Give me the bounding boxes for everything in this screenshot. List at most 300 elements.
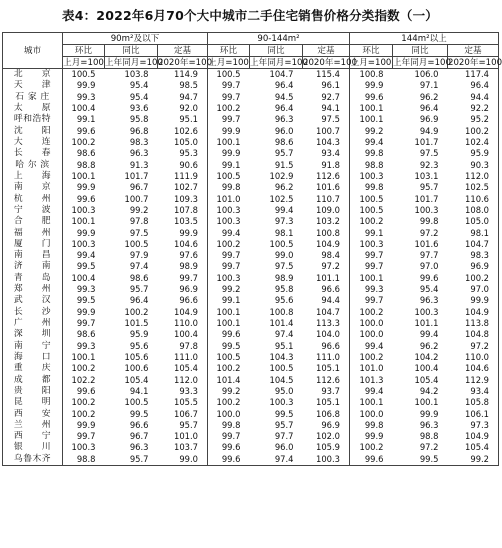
base-header: 定基	[158, 45, 208, 57]
index-value: 99.4	[350, 386, 393, 397]
yoy-header: 同比	[105, 45, 158, 57]
index-value: 100.1	[63, 216, 105, 227]
index-value: 105.4	[414, 374, 439, 385]
city-name: 太 原	[3, 103, 63, 114]
index-value: 92.7	[321, 91, 340, 102]
index-value: 96.4	[274, 103, 294, 114]
index-value: 95.7	[419, 182, 439, 193]
table-row	[3, 193, 499, 204]
index-value: 96.3	[274, 114, 294, 125]
index-value: 100.2	[63, 363, 105, 374]
index-value: 97.9	[129, 250, 149, 261]
index-value: 97.4	[129, 261, 149, 272]
index-value: 99.9	[350, 431, 393, 442]
index-value: 93.4	[470, 385, 490, 396]
index-value: 99.3	[63, 92, 105, 103]
index-value: 94.1	[321, 103, 340, 114]
index-value: 99.7	[179, 272, 198, 283]
table-row	[3, 261, 499, 272]
index-value: 100.8	[269, 306, 294, 317]
index-value: 90.3	[470, 159, 490, 170]
index-value: 99.4	[350, 137, 393, 148]
index-value: 98.8	[63, 454, 105, 466]
index-value: 104.3	[269, 351, 294, 362]
index-value: 106.1	[465, 408, 490, 419]
table-row	[3, 114, 499, 125]
index-value: 104.5	[269, 374, 294, 385]
index-value: 101.7	[414, 193, 439, 204]
table-row	[3, 318, 499, 329]
index-value: 99.7	[208, 114, 250, 125]
table-row	[3, 171, 499, 182]
table-row	[3, 273, 499, 284]
index-value: 102.4	[465, 137, 490, 148]
index-value: 110.6	[465, 193, 490, 204]
city-name: 西 宁	[3, 431, 63, 442]
city-name: 海 口	[3, 352, 63, 363]
index-value: 98.3	[470, 250, 490, 261]
index-value: 99.6	[208, 454, 250, 466]
index-value: 100.5	[208, 352, 250, 363]
index-value: 105.9	[316, 442, 340, 453]
city-name: 合 肥	[3, 216, 63, 227]
index-value: 100.1	[350, 103, 393, 114]
index-value: 99.4	[63, 250, 105, 261]
index-value: 97.5	[274, 261, 294, 272]
city-name: 南 京	[3, 182, 63, 193]
index-value: 94.7	[179, 91, 198, 102]
index-value: 99.0	[274, 250, 294, 261]
index-value: 96.6	[129, 419, 149, 430]
index-value: 100.2	[350, 216, 393, 227]
index-value: 96.1	[321, 80, 340, 91]
group-header-medium: 90-144m²	[208, 33, 350, 45]
index-value: 99.8	[419, 216, 439, 227]
index-value: 95.8	[274, 284, 294, 295]
index-value: 100.5	[124, 238, 149, 249]
index-value: 100.3	[63, 442, 105, 453]
group-header-large: 144m²以上	[350, 33, 499, 45]
index-value: 101.5	[124, 318, 149, 329]
index-value: 100.4	[63, 103, 105, 114]
index-value: 99.4	[419, 329, 439, 340]
index-value: 95.7	[274, 419, 294, 430]
index-value: 96.6	[321, 340, 340, 351]
index-value: 93.4	[321, 148, 340, 159]
index-value: 99.7	[208, 431, 250, 442]
index-value: 104.8	[465, 329, 490, 340]
city-name: 广 州	[3, 318, 63, 329]
index-value: 117.4	[465, 69, 490, 80]
index-value: 104.9	[316, 238, 340, 249]
index-value: 94.1	[129, 385, 149, 396]
index-value: 100.2	[208, 363, 250, 374]
price-index-table	[2, 32, 502, 466]
index-value: 112.6	[316, 170, 340, 181]
city-name: 沈 阳	[3, 126, 63, 137]
table-row	[3, 431, 499, 442]
index-value: 97.5	[321, 114, 340, 125]
index-value: 112.0	[465, 170, 490, 181]
base-label: 2020年=100	[448, 57, 502, 68]
index-value: 100.3	[414, 306, 439, 317]
index-value: 115.4	[316, 69, 340, 80]
index-value: 99.6	[208, 442, 250, 453]
index-value: 105.8	[465, 397, 490, 408]
index-value: 100.2	[465, 272, 490, 283]
base-label: 上月=100	[208, 57, 249, 68]
index-value: 96.0	[274, 442, 294, 453]
index-value: 99.2	[208, 284, 250, 295]
table-title: 表4：2022年6月70个大中城市二手住宅销售价格分类指数（一）	[62, 8, 438, 23]
city-name: 乌鲁木齐	[3, 454, 63, 466]
index-value: 95.7	[274, 148, 294, 159]
base-header: 定基	[303, 45, 350, 57]
index-value: 99.1	[350, 227, 393, 238]
index-value: 100.5	[208, 171, 250, 182]
index-value: 92.0	[179, 103, 198, 114]
index-value: 95.2	[470, 114, 490, 125]
mom-header: 环比	[350, 45, 393, 57]
index-value: 96.3	[419, 295, 439, 306]
index-value: 99.9	[208, 126, 250, 137]
city-name: 郑 州	[3, 284, 63, 295]
index-value: 101.0	[208, 193, 250, 204]
index-value: 100.7	[316, 125, 340, 136]
table-row	[3, 227, 499, 238]
index-value: 97.2	[470, 340, 490, 351]
index-value: 100.3	[63, 205, 105, 216]
table-body	[3, 69, 499, 466]
index-value: 108.0	[465, 204, 490, 215]
index-value: 99.7	[63, 431, 105, 442]
index-value: 98.1	[470, 227, 490, 238]
index-value: 100.3	[208, 205, 250, 216]
index-value: 102.5	[269, 193, 294, 204]
index-value: 96.3	[129, 442, 149, 453]
index-value: 95.3	[179, 148, 198, 159]
base-header: 定基	[448, 45, 499, 57]
table-row	[3, 126, 499, 137]
index-value: 97.5	[419, 148, 439, 159]
index-value: 101.7	[414, 137, 439, 148]
index-value: 96.3	[129, 148, 149, 159]
index-value: 99.3	[63, 284, 105, 295]
index-value: 102.9	[269, 170, 294, 181]
index-value: 97.2	[321, 261, 340, 272]
index-value: 99.7	[350, 295, 393, 306]
index-value: 100.0	[350, 329, 393, 340]
index-value: 95.7	[129, 284, 149, 295]
index-value: 96.2	[419, 91, 439, 102]
index-value: 96.4	[470, 80, 490, 91]
index-value: 100.2	[63, 408, 105, 419]
index-value: 100.1	[350, 114, 393, 125]
index-value: 96.8	[129, 125, 149, 136]
city-name: 兰 州	[3, 420, 63, 431]
index-value: 96.0	[274, 125, 294, 136]
table-row	[3, 363, 499, 374]
index-value: 98.9	[274, 272, 294, 283]
index-value: 99.9	[179, 227, 198, 238]
index-value: 100.3	[350, 171, 393, 182]
index-value: 92.2	[470, 103, 490, 114]
index-value: 99.5	[208, 341, 250, 352]
index-value: 100.0	[350, 408, 393, 419]
index-value: 100.3	[269, 397, 294, 408]
index-value: 100.1	[63, 352, 105, 363]
index-value: 105.4	[465, 442, 490, 453]
index-value: 96.9	[419, 114, 439, 125]
index-value: 109.3	[174, 193, 198, 204]
index-value: 103.7	[174, 442, 198, 453]
index-value: 91.3	[129, 159, 149, 170]
index-value: 100.2	[208, 397, 250, 408]
index-value: 99.9	[350, 80, 393, 91]
city-name: 长 沙	[3, 307, 63, 318]
index-value: 94.9	[419, 125, 439, 136]
index-value: 99.1	[208, 295, 250, 306]
index-value: 110.7	[316, 193, 340, 204]
city-name: 呼和浩特	[3, 114, 63, 125]
index-value: 96.6	[321, 284, 340, 295]
index-value: 99.6	[350, 92, 393, 103]
index-value: 112.6	[316, 374, 340, 385]
index-value: 99.2	[208, 386, 250, 397]
index-value: 100.8	[350, 69, 393, 81]
index-value: 99.8	[208, 420, 250, 431]
index-value: 105.6	[124, 351, 149, 362]
index-value: 97.7	[419, 250, 439, 261]
index-value: 100.5	[208, 69, 250, 81]
index-value: 96.9	[470, 261, 490, 272]
city-name: 宁 波	[3, 205, 63, 216]
table-row	[3, 205, 499, 216]
city-name: 贵 阳	[3, 386, 63, 397]
index-value: 99.4	[208, 227, 250, 238]
index-value: 100.0	[350, 318, 393, 329]
city-name: 银 川	[3, 442, 63, 453]
city-name: 杭 州	[3, 193, 63, 204]
city-name: 长 春	[3, 148, 63, 159]
index-value: 100.2	[208, 239, 250, 250]
table-row	[3, 239, 499, 250]
index-value: 99.2	[350, 126, 393, 137]
index-value: 91.5	[274, 159, 294, 170]
index-value: 106.7	[174, 408, 198, 419]
index-value: 95.9	[470, 148, 490, 159]
index-value: 103.5	[174, 216, 198, 227]
index-value: 97.3	[470, 419, 490, 430]
index-value: 97.0	[419, 261, 439, 272]
index-value: 96.4	[274, 80, 294, 91]
index-value: 95.6	[274, 295, 294, 306]
index-value: 93.6	[129, 103, 149, 114]
index-value: 100.5	[269, 363, 294, 374]
index-value: 95.0	[274, 385, 294, 396]
city-name: 昆 明	[3, 397, 63, 408]
index-value: 102.0	[316, 431, 340, 442]
index-value: 99.7	[208, 92, 250, 103]
index-value: 99.9	[63, 307, 105, 318]
index-value: 105.1	[316, 397, 340, 408]
city-name: 南 宁	[3, 341, 63, 352]
yoy-header: 同比	[250, 45, 303, 57]
index-value: 112.0	[174, 374, 198, 385]
city-name: 天 津	[3, 80, 63, 91]
index-value: 100.3	[350, 239, 393, 250]
city-column-header: 城市	[3, 33, 63, 69]
index-value: 97.2	[419, 442, 439, 453]
index-value: 104.2	[414, 351, 439, 362]
index-value: 101.1	[414, 318, 439, 329]
table-row	[3, 295, 499, 306]
index-value: 100.2	[63, 397, 105, 408]
index-value: 97.6	[179, 250, 198, 261]
city-name: 武 汉	[3, 295, 63, 306]
index-value: 100.1	[350, 397, 393, 408]
index-value: 99.6	[63, 126, 105, 137]
table-row	[3, 374, 499, 385]
index-value: 101.4	[208, 374, 250, 385]
index-value: 100.1	[208, 307, 250, 318]
index-value: 105.5	[174, 397, 198, 408]
city-name: 青 岛	[3, 273, 63, 284]
index-value: 102.6	[174, 125, 198, 136]
index-value: 98.4	[321, 250, 340, 261]
city-name: 哈 尔 滨	[3, 160, 63, 171]
index-value: 101.6	[316, 182, 340, 193]
index-value: 105.1	[316, 363, 340, 374]
city-name: 大 连	[3, 137, 63, 148]
index-value: 98.6	[129, 272, 149, 283]
index-value: 98.8	[419, 431, 439, 442]
table-row	[3, 216, 499, 227]
index-value: 100.3	[414, 204, 439, 215]
index-value: 106.0	[414, 69, 439, 80]
index-value: 100.0	[208, 408, 250, 419]
index-value: 100.2	[350, 307, 393, 318]
table-row	[3, 148, 499, 159]
index-value: 111.0	[174, 351, 198, 362]
city-name: 重 庆	[3, 363, 63, 374]
index-value: 100.2	[350, 442, 393, 453]
index-value: 96.4	[419, 103, 439, 114]
index-value: 99.3	[63, 341, 105, 352]
index-value: 93.7	[321, 385, 340, 396]
table-row	[3, 307, 499, 318]
index-value: 100.8	[316, 227, 340, 238]
index-value: 113.3	[316, 318, 340, 329]
index-value: 101.0	[350, 363, 393, 374]
base-label: 上年同月=100	[393, 57, 451, 68]
index-value: 98.6	[63, 329, 105, 340]
index-value: 99.9	[63, 420, 105, 431]
index-value: 97.0	[470, 284, 490, 295]
index-value: 99.5	[129, 408, 149, 419]
index-value: 98.5	[179, 80, 198, 91]
city-name: 石 家 庄	[3, 92, 63, 103]
index-value: 100.5	[350, 193, 393, 204]
index-value: 100.2	[63, 137, 105, 148]
index-value: 104.7	[465, 238, 490, 249]
index-value: 101.0	[174, 431, 198, 442]
table-row	[3, 92, 499, 103]
index-value: 97.1	[419, 80, 439, 91]
index-value: 100.6	[124, 363, 149, 374]
city-name: 上 海	[3, 171, 63, 182]
index-value: 96.2	[419, 340, 439, 351]
table-row	[3, 182, 499, 193]
index-value: 100.5	[124, 397, 149, 408]
city-name: 西 安	[3, 408, 63, 419]
index-value: 100.5	[350, 205, 393, 216]
index-value: 109.0	[316, 204, 340, 215]
index-value: 99.6	[63, 193, 105, 204]
index-value: 103.1	[414, 170, 439, 181]
base-label: 上月=100	[350, 57, 392, 68]
index-value: 98.9	[179, 261, 198, 272]
index-value: 111.9	[174, 170, 198, 181]
index-value: 99.5	[274, 408, 294, 419]
index-value: 99.1	[208, 160, 250, 171]
index-value: 98.8	[63, 160, 105, 171]
city-name: 南 昌	[3, 250, 63, 261]
index-value: 98.6	[274, 137, 294, 148]
index-value: 99.6	[350, 454, 393, 466]
index-value: 105.4	[124, 374, 149, 385]
index-value: 99.4	[350, 341, 393, 352]
index-value: 100.1	[208, 318, 250, 329]
index-value: 95.1	[274, 340, 294, 351]
index-value: 104.6	[174, 238, 198, 249]
index-value: 104.9	[465, 431, 490, 442]
group-header-small: 90m²及以下	[63, 33, 208, 45]
index-value: 99.6	[208, 329, 250, 340]
index-value: 100.4	[63, 273, 105, 284]
index-value: 90.6	[179, 159, 198, 170]
index-value: 100.3	[208, 216, 250, 227]
index-value: 98.1	[274, 227, 294, 238]
index-value: 99.3	[350, 284, 393, 295]
index-value: 100.3	[208, 273, 250, 284]
base-label: 上年同月=100	[250, 57, 308, 68]
table-row	[3, 454, 499, 466]
index-value: 98.6	[63, 148, 105, 159]
index-value: 92.3	[419, 159, 439, 170]
index-value: 101.1	[316, 272, 340, 283]
index-value: 99.7	[208, 80, 250, 91]
index-value: 96.2	[274, 182, 294, 193]
index-value: 104.0	[316, 329, 340, 340]
index-value: 100.1	[208, 137, 250, 148]
index-value: 100.1	[63, 171, 105, 182]
index-value: 94.4	[321, 295, 340, 306]
index-value: 103.2	[316, 216, 340, 227]
city-name: 深 圳	[3, 329, 63, 340]
index-value: 104.6	[465, 363, 490, 374]
index-value: 99.9	[63, 227, 105, 238]
index-value: 99.8	[208, 182, 250, 193]
index-value: 96.3	[419, 419, 439, 430]
index-value: 95.7	[179, 419, 198, 430]
index-value: 110.0	[174, 318, 198, 329]
index-value: 99.1	[63, 114, 105, 125]
table-row	[3, 103, 499, 114]
index-value: 100.4	[414, 363, 439, 374]
table-row	[3, 397, 499, 408]
index-value: 104.3	[316, 137, 340, 148]
